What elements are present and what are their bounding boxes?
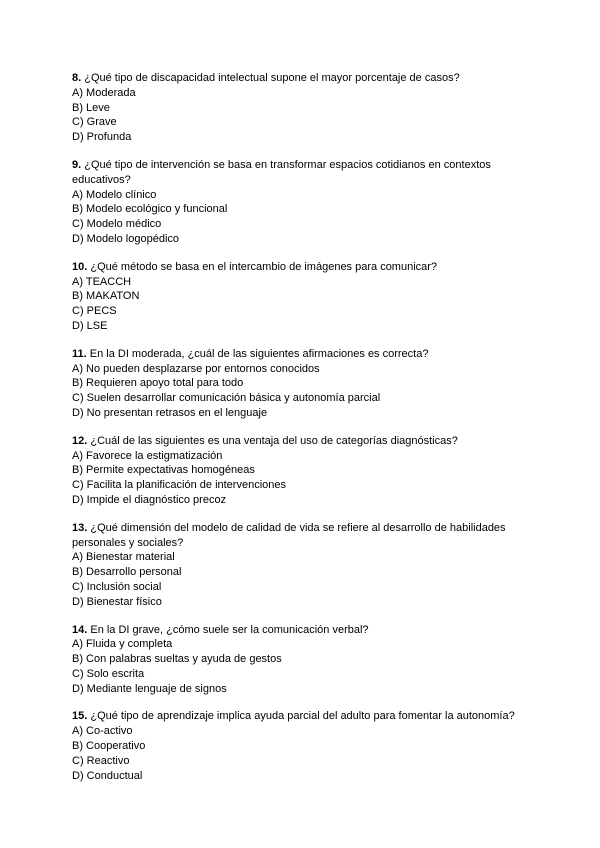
question-text (72, 434, 542, 449)
answer-option: D) Mediante lenguaje de signos (72, 682, 227, 695)
answer-option: C) Modelo médico (72, 218, 162, 231)
question-block (72, 158, 542, 247)
question-text (72, 71, 542, 86)
question-stem: ¿Qué método se basa en el intercambio de imágenes para comunicar? (87, 260, 438, 273)
answer-option: C) Reactivo (72, 754, 130, 767)
answer-option: A) Modelo clínico (72, 188, 157, 201)
question-text (72, 158, 542, 188)
answer-option: D) Conductual (72, 769, 143, 782)
question-number: 13. (72, 521, 88, 534)
question-stem: En la DI grave, ¿cómo suele ser la comunicación verbal? (87, 623, 369, 636)
question-number: 9. (72, 158, 82, 171)
question-number: 12. (72, 434, 88, 447)
answer-option: C) Inclusión social (72, 580, 162, 593)
answer-option: D) No presentan retrasos en el lenguaje (72, 406, 268, 419)
question-stem: En la DI moderada, ¿cuál de las siguientes afirmaciones es correcta? (86, 347, 429, 360)
question-stem: ¿Qué tipo de aprendizaje implica ayuda parcial del adulto para fomentar la autonomía? (87, 710, 515, 723)
answer-option: D) Profunda (72, 131, 132, 144)
question-stem: ¿Cuál de las siguientes es una ventaja del uso de categorías diagnósticas? (87, 434, 458, 447)
answer-option: D) Impide el diagnóstico precoz (72, 493, 227, 506)
question-number: 8. (72, 72, 82, 84)
answer-option: B) Con palabras sueltas y ayuda de gestos (72, 653, 282, 666)
answer-option: B) Requieren apoyo total para todo (72, 377, 244, 390)
answer-option: B) Permite expectativas homogéneas (72, 464, 255, 477)
answer-option: C) PECS (72, 305, 117, 318)
question-block (72, 260, 542, 334)
document-page (72, 71, 542, 796)
answer-option: B) Leve (72, 101, 110, 114)
answer-option: C) Facilita la planificación de intervenciones (72, 479, 286, 492)
question-text (72, 623, 542, 638)
question-block (72, 347, 542, 421)
answer-option: A) Fluida y completa (72, 638, 173, 651)
answer-option: B) Modelo ecológico y funcional (72, 203, 228, 216)
answer-option: B) Desarrollo personal (72, 566, 182, 579)
question-number: 14. (72, 623, 88, 636)
question-number: 11. (72, 347, 87, 360)
answer-option: A) No pueden desplazarse por entornos conocidos (72, 362, 320, 375)
answer-option: A) Moderada (72, 86, 136, 99)
answer-option: B) Cooperativo (72, 740, 146, 753)
answer-option: B) MAKATON (72, 290, 140, 303)
question-text (72, 709, 542, 724)
question-block (72, 521, 542, 610)
question-block (72, 623, 542, 697)
question-text (72, 347, 542, 362)
answer-option: C) Suelen desarrollar comunicación básica y autonomía parcial (72, 392, 381, 405)
question-block (72, 71, 542, 145)
question-stem: ¿Qué dimensión del modelo de calidad de vida se refiere al desarrollo de habilidades personales y sociales? (72, 521, 506, 549)
answer-option: D) Bienestar físico (72, 595, 162, 608)
answer-option: A) Favorece la estigmatización (72, 449, 223, 462)
answer-option: A) Co-activo (72, 725, 133, 738)
question-text (72, 521, 542, 551)
answer-option: D) Modelo logopédico (72, 232, 180, 245)
question-stem: ¿Qué tipo de intervención se basa en transformar espacios cotidianos en contextos educativos? (72, 158, 491, 186)
answer-option: A) Bienestar material (72, 551, 175, 564)
answer-option: D) LSE (72, 319, 108, 332)
question-block (72, 434, 542, 508)
question-number: 10. (72, 260, 88, 273)
question-text (72, 260, 542, 275)
question-block (72, 709, 542, 783)
answer-option: A) TEACCH (72, 275, 132, 288)
answer-option: C) Grave (72, 116, 117, 129)
question-number: 15. (72, 710, 88, 723)
answer-option: C) Solo escrita (72, 667, 145, 680)
question-stem: ¿Qué tipo de discapacidad intelectual supone el mayor porcentaje de casos? (81, 72, 460, 84)
